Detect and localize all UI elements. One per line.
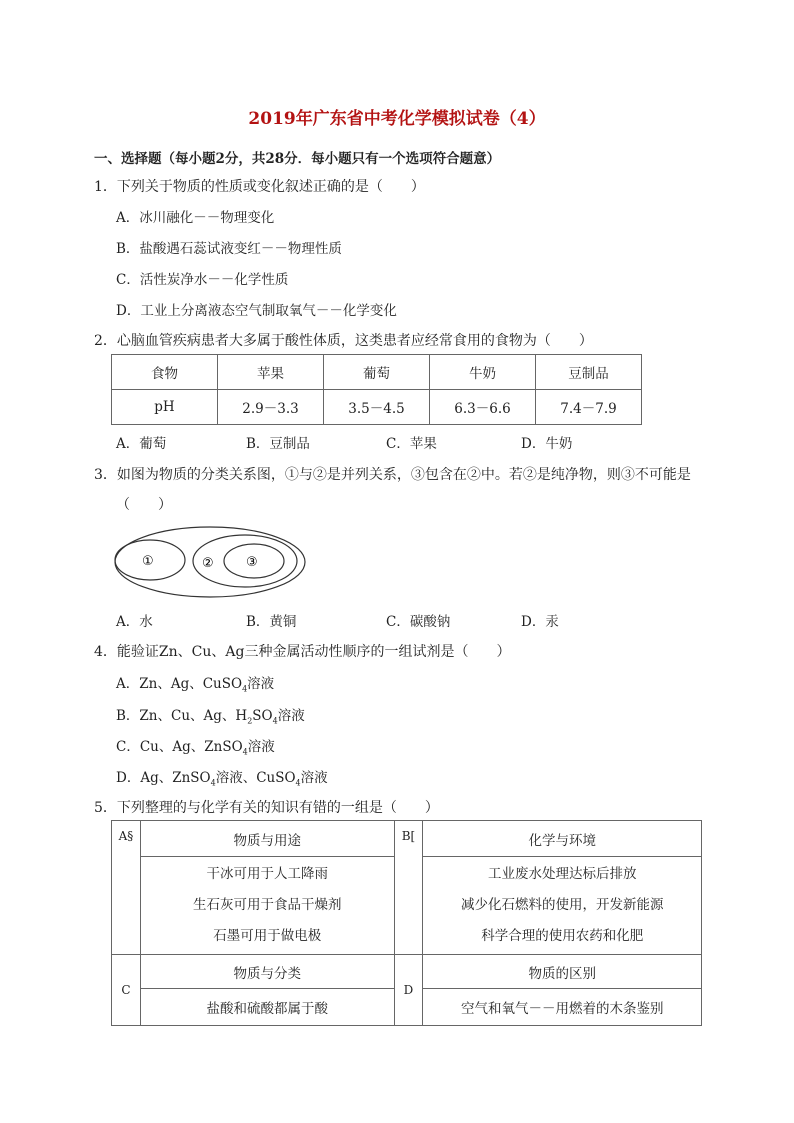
cell-tag-b: B[	[394, 821, 423, 955]
q5-knowledge-table	[111, 820, 702, 1026]
q4-stem: 4．能验证Zn、Cu、Ag三种金属活动性顺序的一组试剂是（ ）	[94, 644, 511, 660]
q1-option-d: D．工业上分离液态空气制取氧气－－化学变化	[116, 303, 397, 319]
classification-diagram	[110, 524, 310, 604]
cell-head-d: 物质的区别	[423, 955, 702, 989]
cell-tag-a: A§	[112, 821, 141, 955]
table-row	[112, 955, 702, 989]
q3-option-c: C．碳酸钠	[386, 614, 451, 630]
q3-option-b: B．黄铜	[246, 614, 297, 630]
q4-option-d: D．Ag、ZnSO$_4$溶液、CuSO$_4$溶液	[116, 770, 328, 788]
q4-option-a: A．Zn、Ag、CuSO$_4$溶液	[116, 676, 275, 694]
line-b-3: 科学合理的使用农药和化肥	[481, 928, 644, 944]
line-a-2: 生石灰可用于食品干燥剂	[192, 897, 342, 913]
q3-option-a: A．水	[116, 614, 153, 630]
q2-option-c: C．苹果	[386, 436, 437, 452]
table-header-cell: 葡萄	[324, 355, 430, 390]
q1-option-a: A．冰川融化－－物理变化	[116, 210, 275, 226]
cell-head-a: 物质与用途	[140, 821, 394, 857]
table-header-cell: 苹果	[218, 355, 324, 390]
q2-ph-table	[111, 354, 642, 425]
cell-line-c: 盐酸和硫酸都属于酸	[140, 989, 394, 1026]
table-header-cell: 牛奶	[430, 355, 536, 390]
q2-option-b: B．豆制品	[246, 436, 310, 452]
line-a-3: 石墨可用于做电极	[213, 928, 322, 944]
q1-option-b: B．盐酸遇石蕊试液变红－－物理性质	[116, 241, 342, 257]
line-b-1: 工业废水处理达标后排放	[487, 866, 637, 882]
page-title: 2019年广东省中考化学模拟试卷（4）	[248, 109, 546, 129]
table-cell: 6.3－6.6	[430, 390, 536, 425]
section-heading: 一、选择题（每小题2分，共28分．每小题只有一个选项符合题意）	[94, 151, 501, 167]
q4-option-b: B．Zn、Cu、Ag、$H_2SO_4$溶液	[116, 708, 305, 726]
line-a-1: 干冰可用于人工降雨	[206, 866, 328, 882]
table-header-cell: 食物	[112, 355, 218, 390]
table-cell: 2.9－3.3	[218, 390, 324, 425]
q2-option-a: A．葡萄	[116, 436, 167, 452]
q5-stem: 5．下列整理的与化学有关的知识有错的一组是（ ）	[94, 800, 439, 816]
line-b-2: 减少化石燃料的使用，开发新能源	[460, 897, 664, 913]
table-cell: pH	[112, 390, 218, 425]
q2-option-d: D．牛奶	[521, 436, 573, 452]
table-row	[112, 390, 642, 425]
cell-lines-a	[140, 857, 394, 955]
q1-stem: 1．下列关于物质的性质或变化叙述正确的是（ ）	[94, 179, 425, 195]
q4-option-c: C．Cu、Ag、ZnSO$_4$溶液	[116, 739, 275, 757]
table-cell: 7.4－7.9	[536, 390, 642, 425]
q3-option-d: D．汞	[521, 614, 559, 630]
q1-option-c: C．活性炭净水－－化学性质	[116, 272, 289, 288]
label-1: ①	[142, 554, 154, 569]
table-row	[112, 821, 702, 857]
label-3: ③	[246, 555, 258, 570]
cell-tag-d: D	[394, 955, 423, 1026]
q3-stem: 3．如图为物质的分类关系图，①与②是并列关系，③包含在②中。若②是纯净物，则③不可能是	[94, 467, 691, 483]
table-cell: 3.5－4.5	[324, 390, 430, 425]
cell-tag-c: C	[112, 955, 141, 1026]
cell-lines-b	[423, 857, 702, 955]
q2-stem: 2．心脑血管疾病患者大多属于酸性体质，这类患者应经常食用的食物为（ ）	[94, 333, 593, 349]
cell-head-c: 物质与分类	[140, 955, 394, 989]
q3-stem-bracket: （ ）	[116, 497, 172, 513]
label-2: ②	[202, 556, 214, 571]
cell-line-d: 空气和氧气－－用燃着的木条鉴别	[423, 989, 702, 1026]
table-header-cell: 豆制品	[536, 355, 642, 390]
table-header-row	[112, 355, 642, 390]
cell-head-b: 化学与环境	[423, 821, 702, 857]
